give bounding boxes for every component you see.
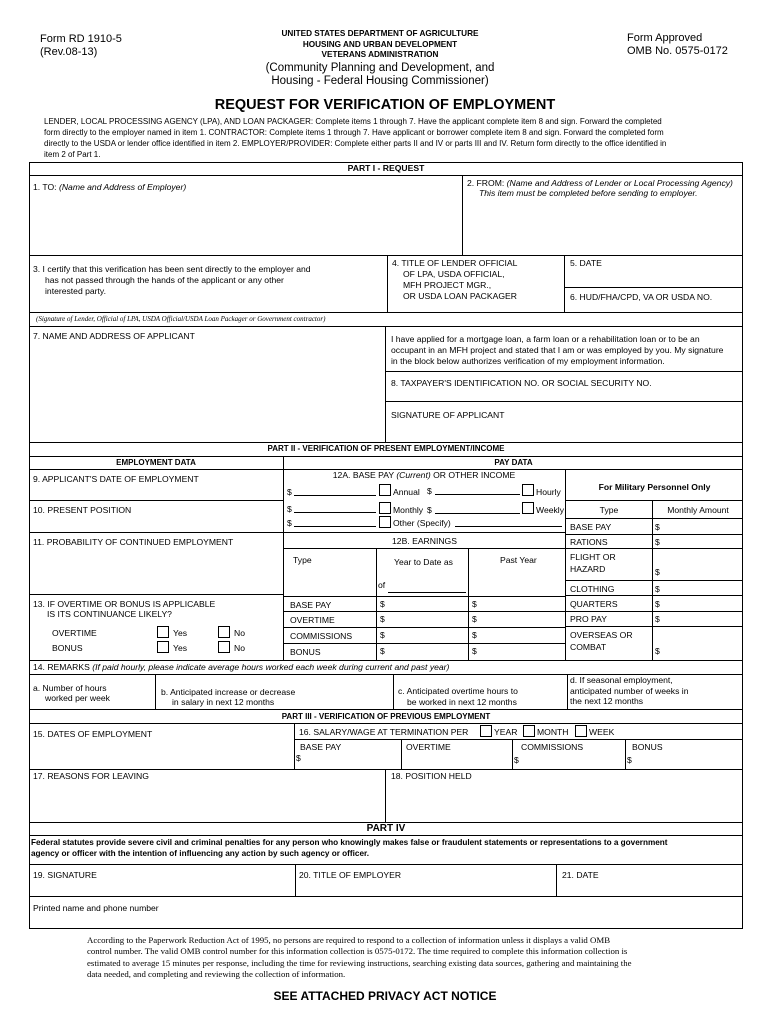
item-19-signature: 19. SIGNATURE [33, 870, 97, 880]
military-rations-dollar: $ [655, 537, 660, 547]
bonus-yes-checkbox[interactable] [157, 641, 169, 653]
prev-commissions-label: COMMISSIONS [521, 742, 584, 752]
item-1-to: 1. TO: (Name and Address of Employer) [33, 182, 187, 192]
divider [283, 456, 284, 660]
employer-address-field[interactable] [33, 193, 458, 253]
military-hazard: HAZARD [570, 564, 606, 574]
part1-heading: PART I - REQUEST [347, 163, 425, 173]
termination-month-checkbox[interactable] [523, 725, 535, 737]
item-4-title-4: OR USDA LOAN PACKAGER [403, 291, 517, 301]
rule [283, 596, 565, 597]
military-clothing: CLOTHING [570, 584, 615, 594]
military-combat: COMBAT [570, 642, 607, 652]
bonus-no-checkbox[interactable] [218, 641, 230, 653]
divider [385, 326, 386, 442]
item-4-title-1: 4. TITLE OF LENDER OFFICIAL [392, 258, 518, 268]
divider [155, 674, 156, 709]
other-checkbox[interactable] [379, 516, 391, 528]
military-flight-dollar: $ [655, 567, 660, 577]
overtime-yes-label: Yes [173, 628, 188, 638]
other-dollar: $ [287, 518, 292, 528]
rule [565, 626, 743, 627]
hourly-amount-line [435, 494, 520, 495]
divider [625, 739, 626, 769]
divider [385, 769, 386, 822]
item-6-hud-no: 6. HUD/FHA/CPD, VA OR USDA NO. [570, 292, 713, 302]
remarks-c-2: be worked in next 12 months [407, 697, 517, 707]
rule [29, 500, 283, 501]
lender-address-field[interactable] [467, 200, 737, 252]
remarks-c-1: c. Anticipated overtime hours to [398, 686, 518, 696]
overtime-label: OVERTIME [52, 628, 97, 638]
weekly-dollar: $ [427, 505, 432, 515]
military-quarters: QUARTERS [570, 599, 618, 609]
weekly-checkbox[interactable] [522, 502, 534, 514]
earnings-commissions: COMMISSIONS [290, 631, 353, 641]
military-amount-header: Monthly Amount [667, 505, 729, 515]
prev-overtime-label: OVERTIME [406, 742, 451, 752]
part2-heading: PART II - VERIFICATION OF PRESENT EMPLOYMENT/INCOME [267, 444, 505, 453]
earnings-commissions-past-dollar: $ [472, 630, 477, 640]
statute-line-1: Federal statutes provide severe civil and criminal penalties for any person who knowingly makes false or fraudulent statements or representations to a government [31, 838, 668, 847]
item-9-date-employment: 9. APPLICANT'S DATE OF EMPLOYMENT [33, 474, 199, 484]
rule [565, 611, 743, 612]
item-2-from: 2. FROM: (Name and Address of Lender or Local Processing Agency) [467, 178, 733, 188]
item-17-reasons-leaving: 17. REASONS FOR LEAVING [33, 771, 149, 781]
hourly-dollar: $ [427, 486, 432, 496]
earnings-date-line [388, 592, 466, 593]
military-base-pay: BASE PAY [570, 522, 612, 532]
earnings-of-label: of [378, 580, 386, 590]
item-15-dates-employment: 15. DATES OF EMPLOYMENT [33, 729, 153, 739]
remarks-d-1: d. If seasonal employment, [570, 675, 673, 685]
agency-line-3: VETERANS ADMINISTRATION [321, 50, 439, 59]
item-4-title-3: MFH PROJECT MGR., [403, 280, 492, 290]
item-3-certify-1: 3. I certify that this verification has been sent directly to the employer and [33, 264, 311, 274]
lender-signature-caption: (Signature of Lender, Official of LPA, USDA Official/USDA Loan Packager or Government contractor) [36, 315, 326, 323]
rule [565, 548, 743, 549]
remarks-d-2: anticipated number of weeks in [570, 686, 689, 696]
remarks-a-1: a. Number of hours [33, 683, 107, 693]
rule [29, 255, 743, 256]
page-title: REQUEST FOR VERIFICATION OF EMPLOYMENT [214, 97, 556, 113]
part4-heading: PART IV [366, 823, 406, 834]
rule [385, 371, 743, 372]
printed-name-phone: Printed name and phone number [33, 903, 159, 913]
earnings-overtime-past-dollar: $ [472, 614, 477, 624]
divider [556, 864, 557, 896]
paperwork-line-3: estimated to average 15 minutes per response, including the time for reviewing instructions, searching existing data sources, gathering and maintaining the [87, 957, 632, 968]
military-heading: For Military Personnel Only [598, 482, 711, 492]
rule [283, 627, 565, 628]
authorization-line-1: I have applied for a mortgage loan, a farm loan or a rehabilitation loan or to be an [391, 334, 700, 344]
item-3-certify-3: interested party. [45, 286, 106, 296]
item-2-note: This item must be completed before sending to employer. [479, 188, 698, 198]
item-8-taxpayer-id: 8. TAXPAYER'S IDENTIFICATION NO. OR SOCIAL SECURITY NO. [391, 378, 652, 388]
item-7-name-applicant: 7. NAME AND ADDRESS OF APPLICANT [33, 331, 195, 341]
bonus-no-label: No [234, 643, 245, 653]
rule [565, 580, 743, 581]
pay-data-heading: PAY DATA [494, 458, 533, 467]
divider [295, 864, 296, 896]
instructions-line-2: form directly to the employer named in item 1. CONTRACTOR: Complete items 1 through 7. Have applicant or borrower complete item 8 and sign. Forward the completed form [44, 128, 664, 137]
earnings-bonus: BONUS [290, 647, 321, 657]
divider [567, 674, 568, 709]
monthly-label: Monthly [393, 505, 424, 515]
earnings-bonus-past-dollar: $ [472, 646, 477, 656]
earnings-commissions-ytd-dollar: $ [380, 630, 385, 640]
overtime-yes-checkbox[interactable] [157, 626, 169, 638]
weekly-amount-line [435, 513, 520, 514]
agency-line-4: (Community Planning and Development, and [265, 62, 495, 74]
overtime-no-checkbox[interactable] [218, 626, 230, 638]
rule [29, 928, 743, 929]
divider [387, 255, 388, 312]
divider [564, 255, 565, 312]
earnings-type-header: Type [293, 555, 312, 565]
rule [29, 723, 743, 724]
annual-dollar: $ [287, 487, 292, 497]
military-pro-pay-dollar: $ [655, 614, 660, 624]
military-flight: FLIGHT OR [570, 552, 616, 562]
other-specify-label: Other (Specify) [393, 518, 451, 528]
termination-month-label: MONTH [537, 727, 569, 737]
form-number: Form RD 1910-5 [40, 33, 122, 45]
rule [385, 401, 743, 402]
applicant-name-address-field[interactable] [33, 344, 378, 439]
rule [29, 456, 743, 457]
divider [401, 739, 402, 769]
paperwork-line-4: data needed, and completing and reviewing the collection of information. [87, 969, 346, 979]
agency-line-1: UNITED STATES DEPARTMENT OF AGRICULTURE [281, 29, 479, 38]
omb-number: OMB No. 0575-0172 [627, 45, 728, 57]
earnings-bonus-ytd-dollar: $ [380, 646, 385, 656]
item-4-title-2: OF LPA, USDA OFFICIAL, [403, 269, 505, 279]
rule [29, 312, 743, 313]
item-13-overtime-q-2: IS ITS CONTINUANCE LIKELY? [47, 609, 172, 619]
rule [283, 548, 565, 549]
prev-commissions-dollar: $ [627, 755, 632, 765]
item-10-present-position: 10. PRESENT POSITION [33, 505, 132, 515]
agency-line-5: Housing - Federal Housing Commissioner) [271, 75, 489, 87]
item-3-certify-2: has not passed through the hands of the applicant or any other [45, 275, 284, 285]
earnings-overtime-ytd-dollar: $ [380, 614, 385, 624]
rule [29, 835, 743, 836]
item-11-probability: 11. PROBABILITY OF CONTINUED EMPLOYMENT [33, 537, 234, 547]
termination-year-checkbox[interactable] [480, 725, 492, 737]
item-18-position-held: 18. POSITION HELD [391, 771, 472, 781]
rule [29, 896, 743, 897]
prev-base-pay-dollar: $ [296, 753, 301, 763]
annual-checkbox[interactable] [379, 484, 391, 496]
termination-year-label: YEAR [494, 727, 518, 737]
military-rations: RATIONS [570, 537, 608, 547]
earnings-base-pay-past-dollar: $ [472, 599, 477, 609]
rule [29, 660, 743, 661]
employment-data-heading: EMPLOYMENT DATA [116, 458, 196, 467]
military-base-pay-dollar: $ [655, 522, 660, 532]
authorization-line-2: occupant in an MFH project and stated that I am or was employed by you. My signature [391, 345, 724, 355]
divider [565, 469, 566, 660]
rule [29, 769, 743, 770]
instructions-line-1: LENDER, LOCAL PROCESSING AGENCY (LPA), AND LOAN PACKAGER: Complete items 1 through 7. Have the applicant complete item 8 and sign. Forward the completed [44, 117, 662, 126]
divider [294, 723, 295, 769]
military-quarters-dollar: $ [655, 599, 660, 609]
instructions-line-3: directly to the USDA or lender office identified in item 2. EMPLOYER/PROVIDER: Complete either parts II and IV or parts III and IV. Return form directly to the office identified in [44, 139, 667, 148]
item-20-title-employer: 20. TITLE OF EMPLOYER [299, 870, 402, 880]
earnings-overtime: OVERTIME [290, 615, 335, 625]
form-left-border [29, 162, 30, 928]
item-13-overtime-q-1: 13. IF OVERTIME OR BONUS IS APPLICABLE [33, 599, 216, 609]
divider [393, 674, 394, 709]
paperwork-line-1: According to the Paperwork Reduction Act of 1995, no persons are required to respond to a collection of information unless it displays a valid OMB [87, 935, 611, 945]
rule [565, 595, 743, 596]
form-revision: (Rev.08-13) [40, 46, 98, 58]
remarks-a-2: worked per week [45, 693, 110, 703]
rule [283, 643, 565, 644]
item-21-date: 21. DATE [562, 870, 599, 880]
prev-bonus-label: BONUS [632, 742, 663, 752]
monthly-amount-line [294, 512, 376, 513]
rule [29, 532, 283, 533]
part1-heading-rule [29, 175, 743, 176]
instructions-line-4: item 2 of Part 1. [44, 150, 101, 159]
military-clothing-dollar: $ [655, 584, 660, 594]
military-type-header: Type [599, 505, 619, 515]
rule [29, 864, 743, 865]
rule [565, 534, 743, 535]
rule [294, 739, 743, 740]
prev-base-pay-label: BASE PAY [300, 742, 342, 752]
authorization-line-3: in the block below authorizes verification of my employment information. [391, 356, 665, 366]
other-specify-line [455, 526, 562, 527]
item-12b-earnings: 12B. EARNINGS [392, 536, 457, 546]
applicant-signature-label: SIGNATURE OF APPLICANT [391, 410, 505, 420]
remarks-b-1: b. Anticipated increase or decrease [161, 687, 296, 697]
item-12a-base-pay: 12A. BASE PAY (Current) OR OTHER INCOME [332, 470, 516, 480]
earnings-base-pay-ytd-dollar: $ [380, 599, 385, 609]
hourly-label: Hourly [536, 487, 561, 497]
remarks-b-2: in salary in next 12 months [172, 697, 275, 707]
bonus-yes-label: Yes [173, 643, 188, 653]
divider [512, 739, 513, 769]
rule [283, 611, 565, 612]
rule [283, 532, 565, 533]
weekly-label: Weekly [536, 505, 565, 515]
military-pro-pay: PRO PAY [570, 614, 607, 624]
rule [29, 326, 743, 327]
termination-week-label: WEEK [589, 727, 615, 737]
earnings-base-pay: BASE PAY [290, 600, 332, 610]
hourly-checkbox[interactable] [522, 484, 534, 496]
rule [29, 594, 283, 595]
divider [462, 175, 463, 255]
statute-line-2: agency or officer with the intention of influencing any action by such agency or officer. [31, 849, 370, 858]
item-5-date: 5. DATE [570, 258, 602, 268]
military-overseas-dollar: $ [655, 646, 660, 656]
prev-overtime-dollar: $ [514, 755, 519, 765]
printed-name-field[interactable] [33, 914, 738, 927]
termination-week-checkbox[interactable] [575, 725, 587, 737]
earnings-past-year-header: Past Year [500, 555, 537, 565]
rule [565, 500, 743, 501]
form-right-border [742, 162, 743, 928]
rule [564, 287, 743, 288]
annual-amount-line [294, 495, 376, 496]
other-amount-line [294, 526, 376, 527]
remarks-d-3: the next 12 months [570, 696, 644, 706]
part3-heading: PART III - VERIFICATION OF PREVIOUS EMPLOYMENT [281, 712, 491, 721]
bonus-label: BONUS [52, 643, 83, 653]
agency-line-2: HOUSING AND URBAN DEVELOPMENT [302, 39, 458, 49]
form-approved: Form Approved [627, 32, 703, 44]
annual-label: Annual [393, 487, 420, 497]
privacy-act-notice: SEE ATTACHED PRIVACY ACT NOTICE [273, 989, 497, 1003]
military-overseas: OVERSEAS OR [570, 630, 633, 640]
rule [565, 518, 743, 519]
paperwork-line-2: control number. The valid OMB control number for this information collection is 0575-0172. The time required to complete this information collection is [87, 946, 628, 956]
item-16-salary: 16. SALARY/WAGE AT TERMINATION PER [299, 727, 469, 737]
earnings-ytd-header: Year to Date as [394, 557, 453, 567]
overtime-no-label: No [234, 628, 245, 638]
monthly-checkbox[interactable] [379, 502, 391, 514]
item-14-remarks: 14. REMARKS (If paid hourly, please indicate average hours worked each week during current and past year) [33, 662, 450, 672]
part2-top-rule [29, 442, 743, 443]
monthly-dollar: $ [287, 504, 292, 514]
part3-top-rule [29, 709, 743, 710]
